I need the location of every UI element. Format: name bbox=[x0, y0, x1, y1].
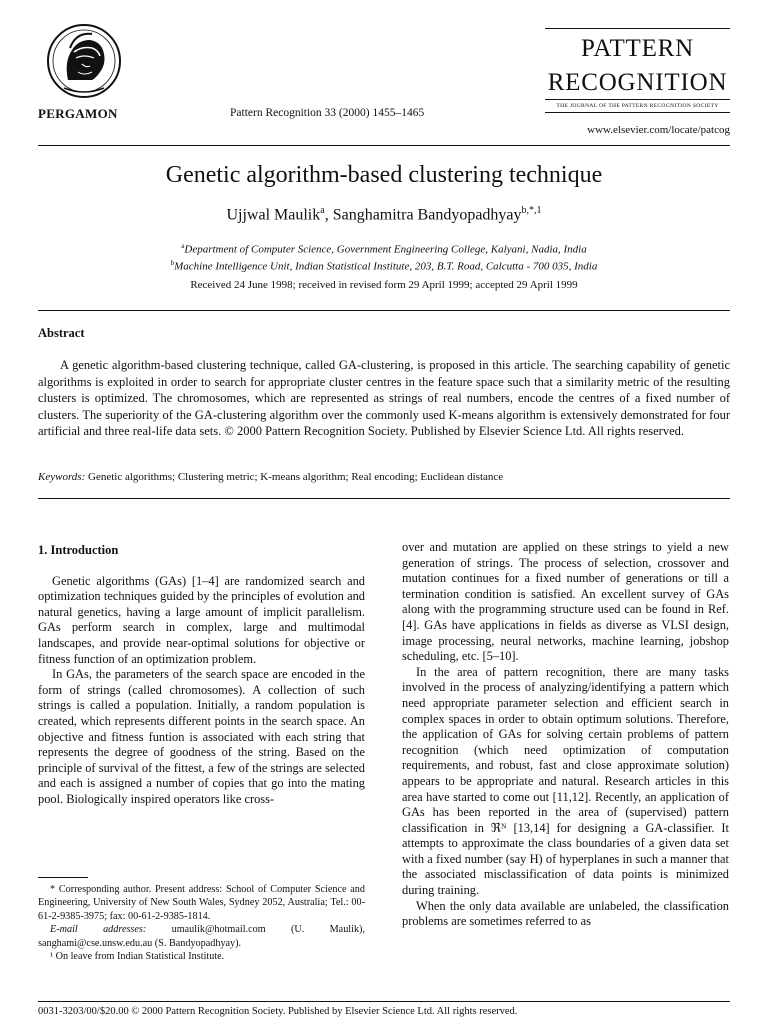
left-column bbox=[38, 540, 365, 808]
footnote-corresponding: * Corresponding author. Present address: School of Computer Science and Engineering, University of New South Wales, Sydney 2052, Australia; Tel.: 00-61-2-9385-3975; fax: 00-61-2-9385-1814. bbox=[38, 884, 365, 922]
journal-subtitle: THE JOURNAL OF THE PATTERN RECOGNITION SOCIETY bbox=[556, 103, 719, 109]
body-paragraph: In GAs, the parameters of the search space are encoded in the form of strings (called chromosomes). A collection of such strings is called a population. Initially, a random population is created, which represents different points in the search space. An objective and fitness funtion is associated with each string that represents the degree of goodness of the string. Based on the principle of survival of the fittest, a few of the strings are selected and each is assigned a number of copies that go into the mating pool. Biologically inspired operators like cross- bbox=[38, 667, 365, 806]
author-affiliation-mark: a bbox=[320, 205, 325, 216]
publisher-name: PERGAMON bbox=[38, 106, 118, 121]
affiliation-b bbox=[0, 259, 768, 273]
keywords-label: Keywords: bbox=[38, 471, 86, 483]
right-column bbox=[402, 540, 729, 930]
author-name: Ujjwal Maulik bbox=[226, 206, 321, 224]
affiliation-text: Machine Intelligence Unit, Indian Statistical Institute, 203, B.T. Road, Calcutta - 700 035, India bbox=[174, 260, 598, 273]
keywords-text: Genetic algorithms; Clustering metric; K-means algorithm; Real encoding; Euclidean distance bbox=[88, 471, 504, 483]
footnote-divider bbox=[38, 877, 88, 878]
journal-title-line2: RECOGNITION bbox=[547, 69, 728, 96]
email-addresses[interactable]: umaulik@hotmail.com (U. Maulik), sanghami@cse.unsw.edu.au (S. Bandyopadhyay). bbox=[38, 924, 365, 949]
received-dates: Received 24 June 1998; received in revised form 29 April 1999; accepted 29 April 1999 bbox=[190, 279, 578, 291]
body-paragraph: When the only data available are unlabeled, the classification problems are sometimes referred to as bbox=[402, 898, 729, 929]
masthead-rule bbox=[545, 112, 730, 113]
section-heading: 1. Introduction bbox=[38, 543, 119, 557]
author-name: Sanghamitra Bandyopadhyay bbox=[332, 206, 522, 224]
copyright-line: 0031-3203/00/$20.00 © 2000 Pattern Recognition Society. Published by Elsevier Science Ltd. All rights reserved. bbox=[38, 1006, 518, 1017]
body-paragraph: over and mutation are applied on these strings to yield a new generation of strings. The process of selection, crossover and mutation continues for a fixed number of generations or till a termination condition is satisfied. An excellent survey of GAs along with the programming structure used can be found in Ref. [4]. GAs have applications in fields as diverse as VLSI design, image processing, neural networks, machine learning, jobshop scheduling, etc. [5–10]. bbox=[402, 540, 729, 664]
abstract-body bbox=[38, 357, 730, 440]
journal-citation: Pattern Recognition 33 (2000) 1455–1465 bbox=[230, 107, 425, 119]
header-divider bbox=[38, 145, 730, 146]
paper-title: Genetic algorithm-based clustering technique bbox=[165, 162, 603, 188]
pergamon-helmet-logo-icon bbox=[46, 22, 122, 100]
body-paragraph: Genetic algorithms (GAs) [1–4] are randomized search and optimization techniques guided by the principles of evolution and natural genetics, having a large amount of implicit parallelism. GAs perform search in complex, large and multimodal landscapes, and provide near-optimal solutions for objective or fitness function of an optimization problem. bbox=[38, 573, 365, 666]
affiliation-text: Department of Computer Science, Government Engineering College, Kalyani, Nadia, India bbox=[184, 243, 587, 256]
author-affiliation-mark: b,*,1 bbox=[521, 205, 542, 216]
keywords-line bbox=[38, 471, 503, 483]
footnote-email bbox=[38, 923, 365, 950]
journal-title-line1: PATTERN bbox=[580, 35, 695, 62]
footnotes bbox=[38, 883, 365, 963]
title-divider bbox=[38, 310, 730, 311]
masthead-rule bbox=[545, 28, 730, 29]
affiliation-a bbox=[0, 242, 768, 256]
affiliation-mark: b bbox=[170, 259, 175, 267]
journal-masthead bbox=[545, 28, 730, 113]
body-paragraph: In the area of pattern recognition, there are many tasks involved in the process of analyzing/identifying a pattern which need appropriate parameter selection and efficient search in complex spaces in order to obtain optimum solutions. Therefore, the application of GAs for solving certain problems of pattern recognition (which need optimization of computation requirements, and robust, fast and close approximate solution) appears to be appropriate and natural. Research articles in this area have started to come out [11,12]. Recently, an application of GAs has been reported in the area of (supervised) pattern classification in ℜᴺ [13,14] for designing a GA-classifier. It attempts to approximate the class boundaries of a given data set with a fixed number (say H) of hyperplanes in such a manner that the associated misclassification of data points is minimized during training. bbox=[402, 664, 729, 898]
footnote-leave: ¹ On leave from Indian Statistical Institute. bbox=[50, 951, 225, 963]
author-separator: , bbox=[324, 206, 333, 224]
abstract-heading: Abstract bbox=[38, 326, 85, 340]
journal-url-link[interactable]: www.elsevier.com/locate/patcog bbox=[587, 124, 730, 136]
masthead-rule bbox=[545, 99, 730, 100]
email-label: E-mail addresses: bbox=[50, 924, 147, 936]
abstract-divider bbox=[38, 498, 730, 499]
footer-divider bbox=[38, 1001, 730, 1002]
abstract-paragraph: A genetic algorithm-based clustering technique, called GA-clustering, is proposed in this article. The searching capability of genetic algorithms is exploited in order to search for appropriate cluster centres in the feature space such that a similarity metric of the resulting clusters is optimized. The chromosomes, which are represented as strings of real numbers, encode the centres of a fixed number of clusters. The superiority of the GA-clustering algorithm over the commonly used K-means algorithm is extensively demonstrated for four artificial and three real-life data sets. © 2000 Pattern Recognition Society. Published by Elsevier Science Ltd. All rights reserved. bbox=[38, 358, 730, 439]
affiliation-mark: a bbox=[181, 242, 185, 250]
author-list bbox=[0, 205, 768, 224]
